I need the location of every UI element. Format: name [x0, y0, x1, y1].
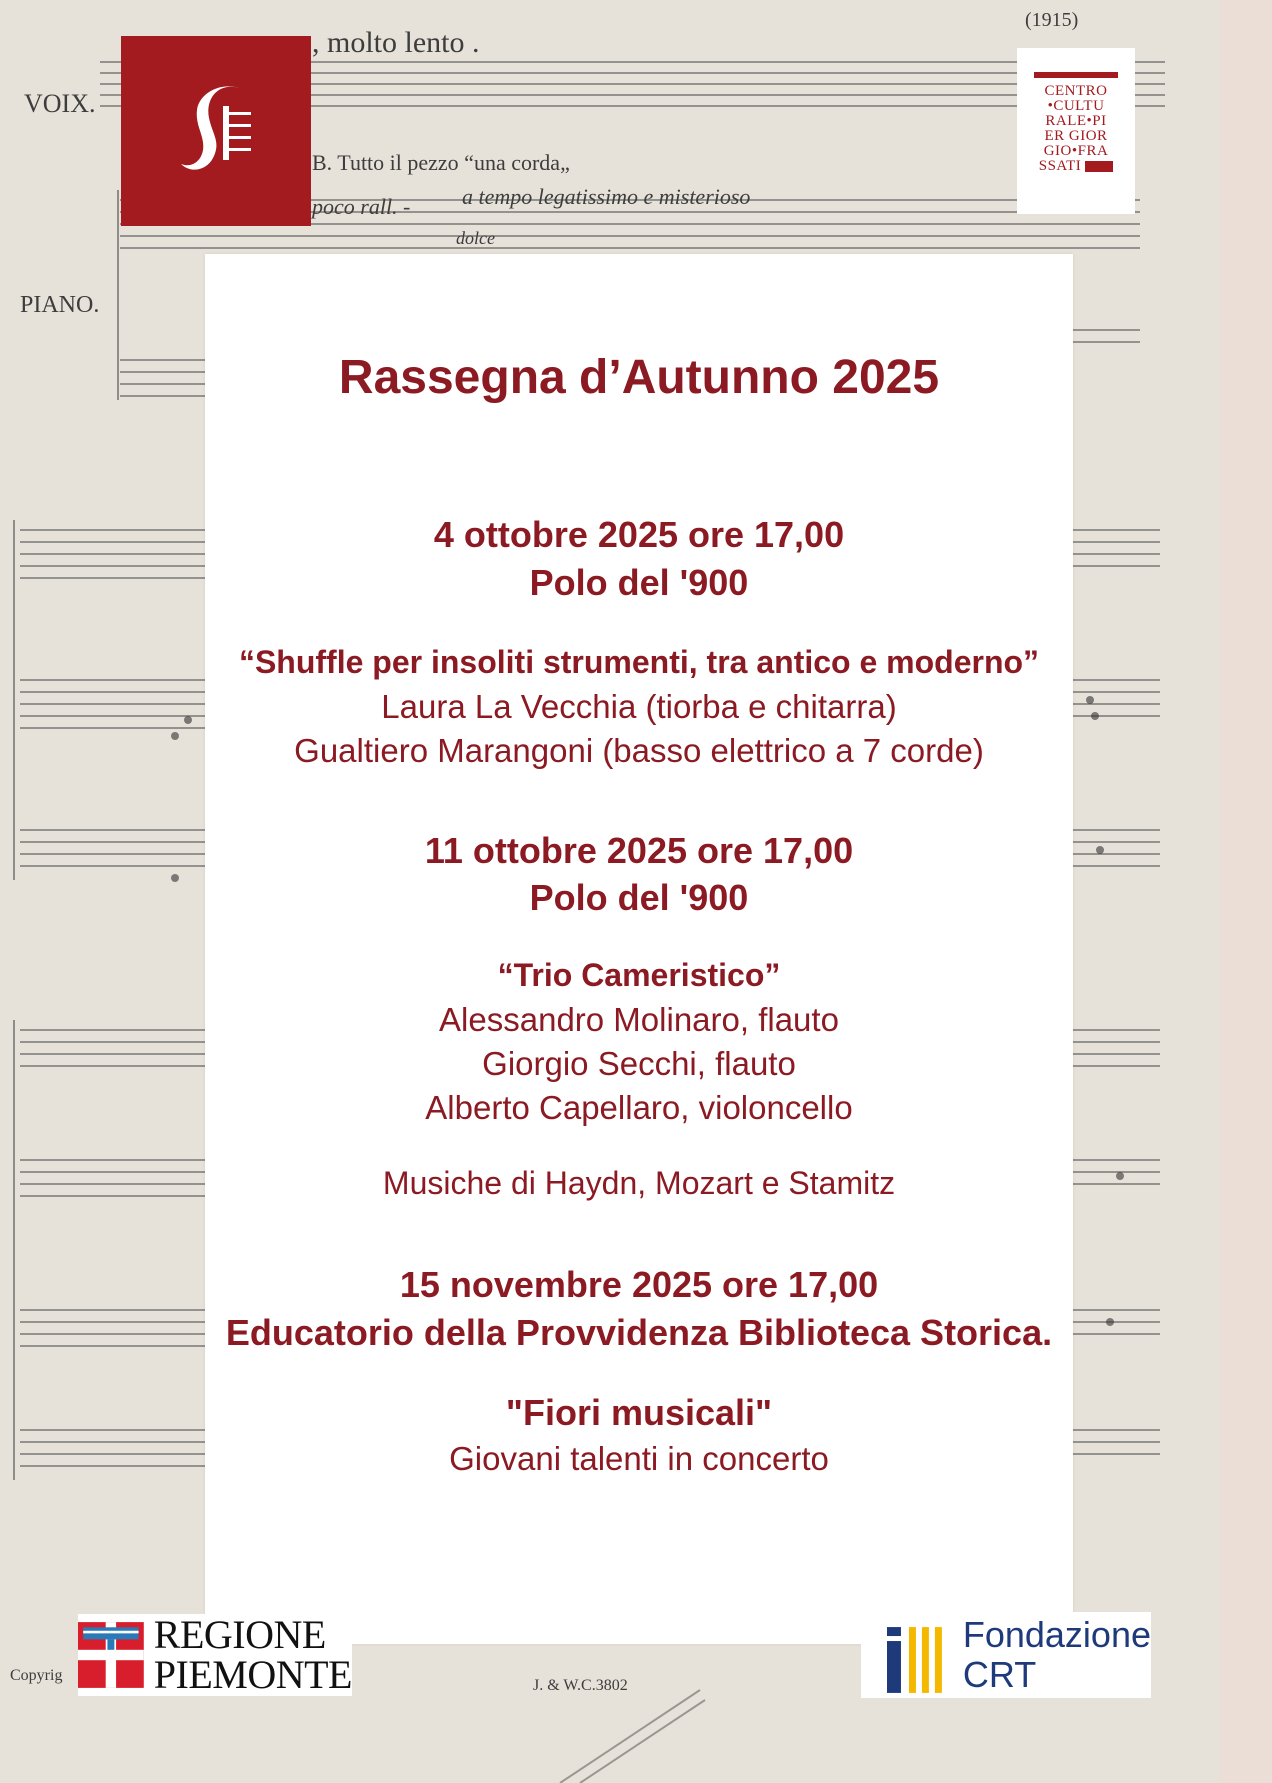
regione-piemonte-logo — [78, 1614, 352, 1696]
crt-bars-icon — [887, 1617, 951, 1693]
logo-line: CENTRO — [1044, 83, 1108, 99]
direction-poco-rall: poco rall. - — [312, 194, 411, 219]
crt-text — [963, 1615, 1151, 1695]
fondazione-crt-logo — [861, 1612, 1151, 1698]
event-1-date: 4 ottobre 2025 ore 17,00 — [433, 514, 845, 555]
event-2-date: 11 ottobre 2025 ore 17,00 — [424, 830, 854, 871]
event-2-performer: Giorgio Secchi, flauto — [482, 1045, 796, 1082]
regione-line2: PIEMONTE — [153, 1652, 352, 1697]
logo-line: RALE•PI — [1045, 113, 1107, 129]
copyright-mark: Copyrig — [10, 1667, 63, 1684]
event-3-program-title: "Fiori musicali" — [505, 1392, 773, 1433]
event-2-performer: Alberto Capellaro, violoncello — [425, 1089, 853, 1126]
logo-line: GIO•FRA — [1043, 143, 1109, 159]
logo-line: •CULTU — [1047, 98, 1105, 114]
logo-line: ER GIOR — [1044, 128, 1108, 144]
event-1-program-title: “Shuffle per insoliti strumenti, tra antico e moderno” — [238, 644, 1040, 680]
page-title: Rassegna d’Autunno 2025 — [338, 351, 940, 404]
event-1-venue: Polo del '900 — [529, 562, 749, 603]
music-clef-icon — [161, 76, 271, 186]
centro-culturale-frassati-logo — [1017, 48, 1135, 214]
piano-label: PIANO. — [20, 292, 100, 318]
event-3-date: 15 novembre 2025 ore 17,00 — [399, 1264, 879, 1305]
event-2-program-title: “Trio Cameristico” — [497, 957, 781, 993]
logo-line: SSATI — [1038, 158, 1082, 174]
year-marking: (1915) — [1025, 9, 1079, 31]
event-2-venue: Polo del '900 — [529, 877, 749, 918]
logo-top-bar — [1034, 72, 1118, 78]
logo-line-last — [1039, 159, 1114, 174]
tempo-marking: , molto lento . — [312, 26, 480, 59]
voice-label: VOIX. — [24, 89, 96, 118]
music-school-logo — [121, 36, 311, 226]
event-3-performer: Giovani talenti in concerto — [449, 1440, 829, 1477]
logo-mark-icon — [1085, 161, 1113, 172]
direction-dolce: dolce — [456, 228, 495, 248]
event-2-note: Musiche di Haydn, Mozart e Stamitz — [382, 1165, 896, 1201]
direction-a-tempo: a tempo legatissimo e misterioso — [462, 184, 751, 209]
crt-line2: CRT — [962, 1654, 1037, 1695]
event-1-performer: Gualtiero Marangoni (basso elettrico a 7 corde) — [294, 732, 984, 769]
event-2-performer: Alessandro Molinaro, flauto — [439, 1001, 839, 1038]
direction-una-corda: B. Tutto il pezzo “una corda„ — [312, 150, 570, 175]
event-1-performer: Laura La Vecchia (tiorba e chitarra) — [381, 688, 897, 725]
event-card — [205, 254, 1073, 1644]
crt-line1: Fondazione — [962, 1614, 1151, 1655]
regione-line1: REGIONE — [153, 1612, 326, 1657]
event-3-venue: Educatorio della Provvidenza Biblioteca Storica. — [225, 1312, 1053, 1353]
regione-piemonte-flag-icon — [78, 1617, 144, 1693]
publisher-mark: J. & W.C.3802 — [533, 1677, 628, 1694]
regione-text — [153, 1612, 352, 1697]
